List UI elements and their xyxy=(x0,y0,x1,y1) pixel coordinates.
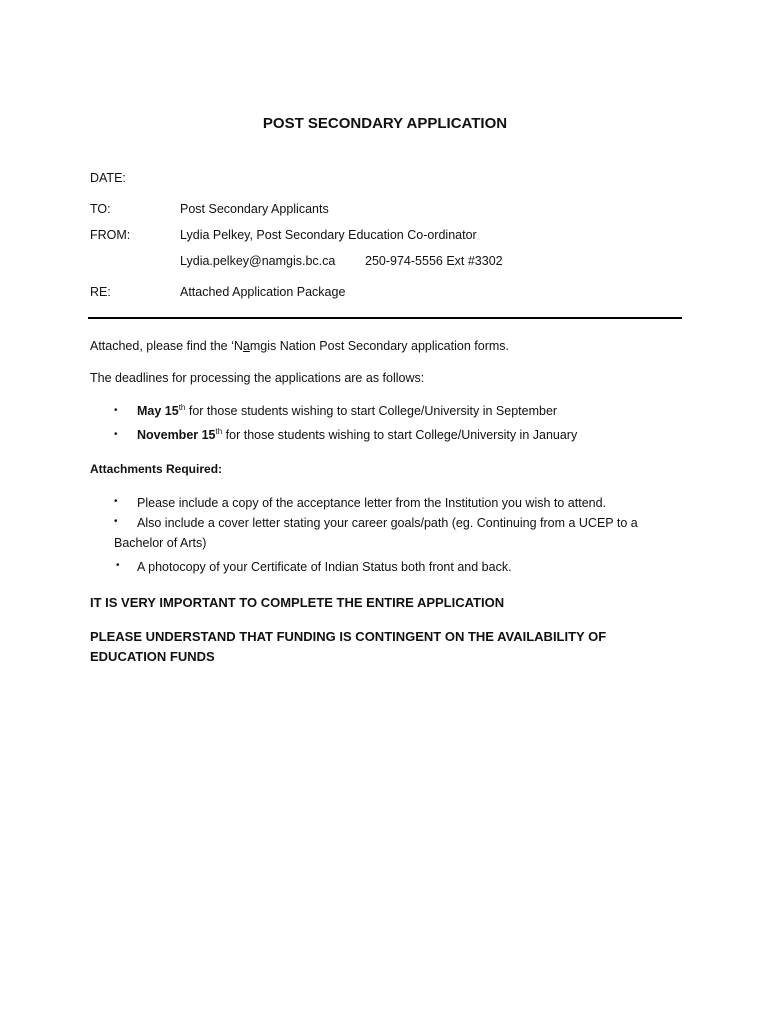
to-row xyxy=(90,202,329,216)
deadline-date: November 15 xyxy=(137,428,216,442)
phone-value: 250-974-5556 Ext #3302 xyxy=(365,254,503,268)
document-page: POST SECONDARY APPLICATION DATE: TO: Post Secondary Applicants FROM: Lydia Pelkey, Post Secondary Education Co-ordinator Lydia.pelkey@namgis.bc.ca 250-974-5556 Ext #3302 RE: Attached Application Package Attached, please find the ‘Namgis Nation Post Secondary application forms. The deadlines for processing the applications are as follows: • May 15th for those students wishing to start College/University in September • November 15th for those students wishing to start College/University in January Attachments Required: • Please include a copy of the acceptance letter from the Institution you wish to attend. • Also include a cover letter stating your career goals/path (eg. Continuing from a UCEP to a Bachelor of Arts) • A photocopy of your Certificate of Indian Status both front and back. IT IS VERY IMPORTANT TO COMPLETE THE ENTIRE APPLICATION PLEASE UNDERSTAND THAT FUNDING IS CONTINGENT ON THE AVAILABILITY OF EDUCATION FUNDS xyxy=(0,0,770,1024)
funding-notice: PLEASE UNDERSTAND THAT FUNDING IS CONTINGENT ON THE AVAILABILITY OF EDUCATION FUNDS xyxy=(90,629,607,664)
deadlines-intro: The deadlines for processing the applications are as follows: xyxy=(90,371,425,385)
attachment-text: Please include a copy of the acceptance letter from the Institution you wish to attend. xyxy=(137,496,607,510)
attachment-text: A photocopy of your Certificate of Indian Status both front and back. xyxy=(137,560,512,574)
re-label: RE: xyxy=(90,285,111,299)
to-value: Post Secondary Applicants xyxy=(180,202,329,216)
bullet-icon: • xyxy=(114,429,118,440)
deadline-text: for those students wishing to start College/University in January xyxy=(222,428,578,442)
date-label: DATE: xyxy=(90,171,126,185)
bullet-icon: • xyxy=(114,516,118,527)
from-label: FROM: xyxy=(90,228,131,242)
attachment-text: Also include a cover letter stating your career goals/path (eg. Continuing from a UCEP to a xyxy=(137,516,638,530)
contact-row xyxy=(90,254,690,268)
attachment-continuation: Bachelor of Arts) xyxy=(114,536,207,550)
from-value: Lydia Pelkey, Post Secondary Education Co-ordinator xyxy=(180,228,477,242)
re-row xyxy=(90,285,345,299)
bullet-icon: • xyxy=(114,405,118,416)
intro-paragraph: Attached, please find the ‘Namgis Nation Post Secondary application forms. xyxy=(90,339,509,353)
bullet-icon: • xyxy=(116,560,120,571)
deadline-text: for those students wishing to start College/University in September xyxy=(185,404,558,418)
document-title: POST SECONDARY APPLICATION xyxy=(262,115,508,132)
to-label: TO: xyxy=(90,202,111,216)
re-value: Attached Application Package xyxy=(180,285,346,299)
date-row xyxy=(90,171,180,185)
attachments-heading: Attachments Required: xyxy=(90,462,223,476)
email-value: Lydia.pelkey@namgis.bc.ca xyxy=(180,254,336,268)
deadline-date: May 15 xyxy=(137,404,179,418)
bullet-icon: • xyxy=(114,496,118,507)
header-divider xyxy=(88,317,682,319)
important-notice: IT IS VERY IMPORTANT TO COMPLETE THE ENTIRE APPLICATION xyxy=(90,595,505,610)
from-row xyxy=(90,228,477,242)
